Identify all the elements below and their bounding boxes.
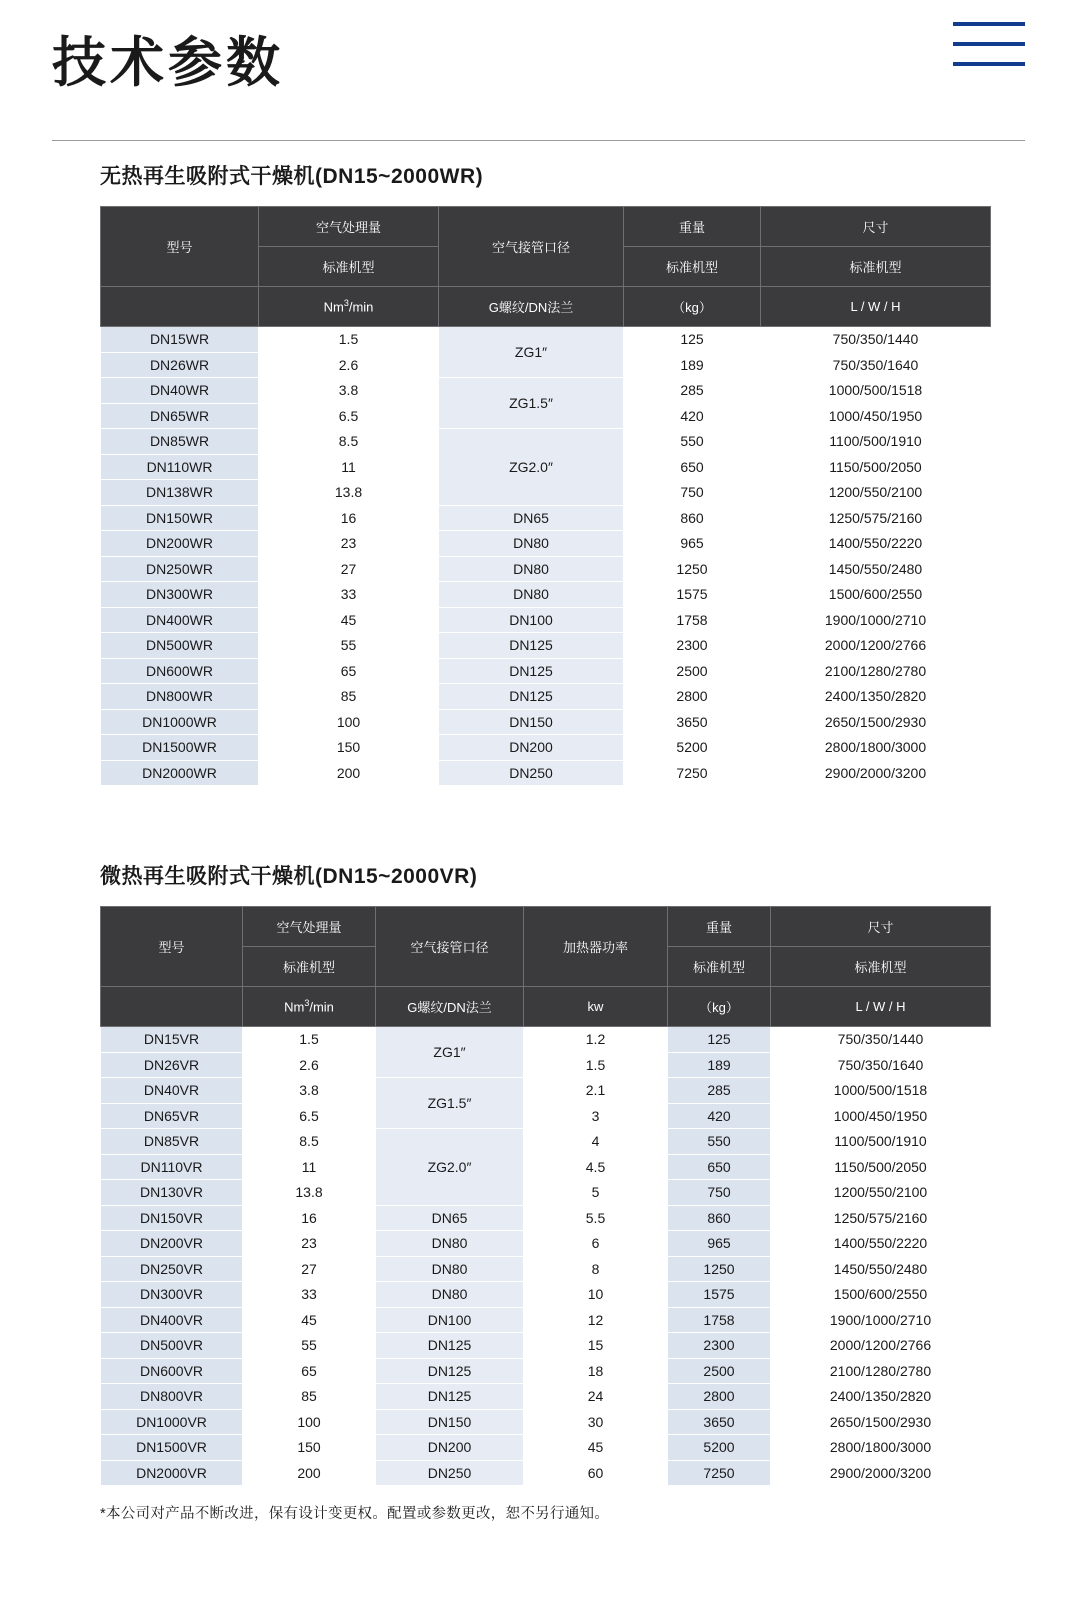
cell-dim: 1200/550/2100: [761, 480, 991, 506]
cell-model: DN250WR: [101, 556, 259, 582]
unit-flow-base: Nm: [284, 999, 305, 1015]
unit-flow-tail: /min: [348, 299, 374, 315]
table-row: [101, 1435, 991, 1461]
cell-weight: 420: [624, 403, 761, 429]
cell-port: DN100: [376, 1307, 524, 1333]
table-row: [101, 1231, 991, 1257]
table-row: [101, 556, 991, 582]
cell-weight: 2800: [624, 684, 761, 710]
cell-port: DN125: [439, 658, 624, 684]
cell-weight: 420: [668, 1103, 771, 1129]
table-row: [101, 327, 991, 353]
cell-flow: 11: [259, 454, 439, 480]
cell-weight: 125: [624, 327, 761, 353]
cell-model: DN1000WR: [101, 709, 259, 735]
cell-dim: 1900/1000/2710: [771, 1307, 991, 1333]
table-row: [101, 531, 991, 557]
cell-weight: 2500: [624, 658, 761, 684]
table-row: [101, 582, 991, 608]
cell-port: DN100: [439, 607, 624, 633]
cell-dim: 2800/1800/3000: [771, 1435, 991, 1461]
header-row-group: [101, 907, 991, 947]
cell-model: DN800WR: [101, 684, 259, 710]
header-unit-flow: [259, 287, 439, 327]
cell-dim: 2400/1350/2820: [761, 684, 991, 710]
cell-port: ZG1″: [439, 327, 624, 378]
cell-weight: 965: [668, 1231, 771, 1257]
cell-port: DN125: [376, 1333, 524, 1359]
cell-model: DN65VR: [101, 1103, 243, 1129]
decor-bar-2: [953, 42, 1025, 46]
header-unit-weight: （kg）: [668, 987, 771, 1027]
cell-dim: 2800/1800/3000: [761, 735, 991, 761]
cell-weight: 5200: [624, 735, 761, 761]
cell-port: DN200: [439, 735, 624, 761]
cell-port: DN80: [376, 1282, 524, 1308]
header-group-port: 空气接管口径: [439, 207, 624, 287]
cell-weight: 2800: [668, 1384, 771, 1410]
cell-flow: 2.6: [259, 352, 439, 378]
table-head-vr: [101, 907, 991, 1027]
header-unit-port: G螺纹/DN法兰: [376, 987, 524, 1027]
cell-model: DN40WR: [101, 378, 259, 404]
cell-weight: 650: [668, 1154, 771, 1180]
cell-flow: 33: [259, 582, 439, 608]
header-group-flow: 空气处理量: [259, 207, 439, 247]
cell-flow: 13.8: [243, 1180, 376, 1206]
cell-dim: 1150/500/2050: [771, 1154, 991, 1180]
cell-heater: 60: [524, 1460, 668, 1486]
cell-flow: 3.8: [243, 1078, 376, 1104]
cell-flow: 65: [243, 1358, 376, 1384]
cell-weight: 3650: [624, 709, 761, 735]
header-sub-flow: 标准机型: [259, 247, 439, 287]
page-header: [0, 0, 1087, 140]
cell-flow: 13.8: [259, 480, 439, 506]
cell-weight: 1250: [624, 556, 761, 582]
cell-dim: 1150/500/2050: [761, 454, 991, 480]
cell-flow: 200: [259, 760, 439, 786]
cell-dim: 1000/450/1950: [761, 403, 991, 429]
header-group-flow: 空气处理量: [243, 907, 376, 947]
cell-heater: 3: [524, 1103, 668, 1129]
cell-flow: 85: [259, 684, 439, 710]
cell-port: DN125: [439, 684, 624, 710]
cell-model: DN130VR: [101, 1180, 243, 1206]
cell-dim: 2650/1500/2930: [761, 709, 991, 735]
header-unit-weight: （kg）: [624, 287, 761, 327]
cell-flow: 85: [243, 1384, 376, 1410]
spec-table-vr: [100, 906, 991, 1486]
cell-model: DN150VR: [101, 1205, 243, 1231]
cell-flow: 1.5: [259, 327, 439, 353]
cell-port: DN65: [376, 1205, 524, 1231]
cell-port: ZG2.0″: [439, 429, 624, 506]
cell-dim: 1000/500/1518: [761, 378, 991, 404]
cell-port: ZG1″: [376, 1027, 524, 1078]
table-row: [101, 505, 991, 531]
cell-model: DN110VR: [101, 1154, 243, 1180]
table-row: [101, 658, 991, 684]
cell-dim: 2100/1280/2780: [771, 1358, 991, 1384]
decor-bar-1: [953, 22, 1025, 26]
cell-model: DN300VR: [101, 1282, 243, 1308]
header-row-units: [101, 987, 991, 1027]
cell-dim: 2400/1350/2820: [771, 1384, 991, 1410]
section-title-vr: 微热再生吸附式干燥机(DN15~2000VR): [100, 865, 478, 888]
table-row: [101, 1460, 991, 1486]
cell-weight: 965: [624, 531, 761, 557]
cell-model: DN200WR: [101, 531, 259, 557]
table-row: [101, 1103, 991, 1129]
cell-heater: 5: [524, 1180, 668, 1206]
cell-model: DN200VR: [101, 1231, 243, 1257]
cell-flow: 23: [243, 1231, 376, 1257]
cell-flow: 6.5: [259, 403, 439, 429]
cell-model: DN1500WR: [101, 735, 259, 761]
cell-port: DN80: [439, 531, 624, 557]
cell-weight: 125: [668, 1027, 771, 1053]
cell-flow: 23: [259, 531, 439, 557]
cell-port: DN250: [439, 760, 624, 786]
cell-weight: 2300: [668, 1333, 771, 1359]
cell-weight: 550: [624, 429, 761, 455]
spec-table-wr: [100, 206, 991, 786]
cell-model: DN65WR: [101, 403, 259, 429]
cell-heater: 6: [524, 1231, 668, 1257]
cell-dim: 1250/575/2160: [771, 1205, 991, 1231]
cell-heater: 18: [524, 1358, 668, 1384]
cell-weight: 1758: [624, 607, 761, 633]
cell-flow: 100: [259, 709, 439, 735]
cell-dim: 1400/550/2220: [771, 1231, 991, 1257]
cell-weight: 2300: [624, 633, 761, 659]
cell-weight: 860: [668, 1205, 771, 1231]
table-row: [101, 684, 991, 710]
cell-dim: 2100/1280/2780: [761, 658, 991, 684]
cell-port: DN250: [376, 1460, 524, 1486]
header-group-port: 空气接管口径: [376, 907, 524, 987]
cell-model: DN15VR: [101, 1027, 243, 1053]
page-title: 技术参数: [52, 33, 284, 93]
header-row-units: [101, 287, 991, 327]
cell-model: DN40VR: [101, 1078, 243, 1104]
table-row: [101, 1180, 991, 1206]
cell-flow: 6.5: [243, 1103, 376, 1129]
cell-flow: 200: [243, 1460, 376, 1486]
cell-weight: 550: [668, 1129, 771, 1155]
cell-dim: 1250/575/2160: [761, 505, 991, 531]
footnote: *本公司对产品不断改进，保有设计变更权。配置或参数更改，恕不另行通知。: [100, 1506, 610, 1522]
header-unit-model: [101, 287, 259, 327]
header-sub-dim: 标准机型: [761, 247, 991, 287]
cell-model: DN800VR: [101, 1384, 243, 1410]
unit-flow-sup: 3: [304, 998, 310, 1009]
header-group-dim: 尺寸: [771, 907, 991, 947]
table-row: [101, 1205, 991, 1231]
cell-heater: 5.5: [524, 1205, 668, 1231]
cell-port: DN125: [439, 633, 624, 659]
table-row: [101, 607, 991, 633]
cell-weight: 285: [624, 378, 761, 404]
cell-dim: 1500/600/2550: [761, 582, 991, 608]
header-divider: [52, 140, 1025, 141]
cell-weight: 5200: [668, 1435, 771, 1461]
cell-heater: 15: [524, 1333, 668, 1359]
cell-model: DN85VR: [101, 1129, 243, 1155]
cell-dim: 2900/2000/3200: [761, 760, 991, 786]
cell-flow: 45: [259, 607, 439, 633]
cell-weight: 189: [668, 1052, 771, 1078]
cell-model: DN2000VR: [101, 1460, 243, 1486]
cell-port: DN80: [439, 582, 624, 608]
cell-port: ZG1.5″: [439, 378, 624, 429]
cell-flow: 16: [259, 505, 439, 531]
table-row: [101, 1409, 991, 1435]
cell-weight: 1758: [668, 1307, 771, 1333]
cell-dim: 1450/550/2480: [771, 1256, 991, 1282]
table-row: [101, 1333, 991, 1359]
table-row: [101, 760, 991, 786]
cell-dim: 2000/1200/2766: [761, 633, 991, 659]
cell-model: DN600WR: [101, 658, 259, 684]
cell-model: DN500WR: [101, 633, 259, 659]
table-row: [101, 633, 991, 659]
cell-flow: 150: [243, 1435, 376, 1461]
cell-model: DN600VR: [101, 1358, 243, 1384]
cell-dim: 750/350/1440: [761, 327, 991, 353]
table-row: [101, 1129, 991, 1155]
header-model: 型号: [101, 907, 243, 987]
table-row: [101, 1256, 991, 1282]
header-unit-heater: kw: [524, 987, 668, 1027]
cell-port: DN150: [439, 709, 624, 735]
cell-heater: 12: [524, 1307, 668, 1333]
cell-dim: 2000/1200/2766: [771, 1333, 991, 1359]
cell-flow: 3.8: [259, 378, 439, 404]
unit-flow-tail: /min: [309, 999, 334, 1015]
section-wr: [100, 160, 990, 786]
cell-flow: 8.5: [259, 429, 439, 455]
cell-dim: 750/350/1440: [771, 1027, 991, 1053]
header-sub-weight: 标准机型: [624, 247, 761, 287]
cell-dim: 2650/1500/2930: [771, 1409, 991, 1435]
cell-dim: 1900/1000/2710: [761, 607, 991, 633]
cell-model: DN2000WR: [101, 760, 259, 786]
cell-weight: 650: [624, 454, 761, 480]
table-row: [101, 735, 991, 761]
cell-port: ZG1.5″: [376, 1078, 524, 1129]
cell-heater: 1.5: [524, 1052, 668, 1078]
cell-weight: 189: [624, 352, 761, 378]
cell-weight: 750: [624, 480, 761, 506]
cell-weight: 1575: [624, 582, 761, 608]
cell-model: DN85WR: [101, 429, 259, 455]
cell-weight: 2500: [668, 1358, 771, 1384]
header-sub-weight: 标准机型: [668, 947, 771, 987]
cell-model: DN300WR: [101, 582, 259, 608]
table-row: [101, 1282, 991, 1308]
header-group-dim: 尺寸: [761, 207, 991, 247]
header-row-group: [101, 207, 991, 247]
cell-port: DN150: [376, 1409, 524, 1435]
cell-flow: 1.5: [243, 1027, 376, 1053]
cell-heater: 45: [524, 1435, 668, 1461]
cell-model: DN500VR: [101, 1333, 243, 1359]
cell-model: DN15WR: [101, 327, 259, 353]
cell-model: DN400VR: [101, 1307, 243, 1333]
cell-dim: 750/350/1640: [761, 352, 991, 378]
cell-dim: 1100/500/1910: [771, 1129, 991, 1155]
cell-dim: 750/350/1640: [771, 1052, 991, 1078]
cell-weight: 7250: [624, 760, 761, 786]
header-unit-dim: L / W / H: [761, 287, 991, 327]
header-sub-dim: 标准机型: [771, 947, 991, 987]
cell-weight: 7250: [668, 1460, 771, 1486]
cell-weight: 1575: [668, 1282, 771, 1308]
table-row: [101, 1154, 991, 1180]
table-row: [101, 378, 991, 404]
cell-model: DN150WR: [101, 505, 259, 531]
cell-dim: 2900/2000/3200: [771, 1460, 991, 1486]
cell-weight: 860: [624, 505, 761, 531]
cell-port: DN80: [376, 1256, 524, 1282]
cell-heater: 10: [524, 1282, 668, 1308]
header-group-weight: 重量: [668, 907, 771, 947]
table-row: [101, 1027, 991, 1053]
cell-flow: 8.5: [243, 1129, 376, 1155]
cell-heater: 4.5: [524, 1154, 668, 1180]
cell-flow: 2.6: [243, 1052, 376, 1078]
cell-flow: 65: [259, 658, 439, 684]
cell-port: DN125: [376, 1384, 524, 1410]
cell-heater: 4: [524, 1129, 668, 1155]
cell-model: DN1500VR: [101, 1435, 243, 1461]
cell-flow: 16: [243, 1205, 376, 1231]
cell-dim: 1400/550/2220: [761, 531, 991, 557]
cell-model: DN400WR: [101, 607, 259, 633]
table-row: [101, 429, 991, 455]
cell-port: DN65: [439, 505, 624, 531]
header-unit-model: [101, 987, 243, 1027]
cell-model: DN138WR: [101, 480, 259, 506]
cell-weight: 1250: [668, 1256, 771, 1282]
cell-flow: 55: [259, 633, 439, 659]
cell-heater: 8: [524, 1256, 668, 1282]
section-vr: [100, 860, 990, 1486]
cell-dim: 1000/450/1950: [771, 1103, 991, 1129]
unit-flow-sup: 3: [343, 298, 349, 309]
table-row: [101, 1052, 991, 1078]
cell-weight: 750: [668, 1180, 771, 1206]
cell-heater: 30: [524, 1409, 668, 1435]
table-row: [101, 1358, 991, 1384]
cell-model: DN26VR: [101, 1052, 243, 1078]
header-unit-port: G螺纹/DN法兰: [439, 287, 624, 327]
cell-port: DN125: [376, 1358, 524, 1384]
cell-port: DN80: [376, 1231, 524, 1257]
decor-bar-3: [953, 62, 1025, 66]
cell-flow: 100: [243, 1409, 376, 1435]
cell-flow: 27: [243, 1256, 376, 1282]
cell-heater: 2.1: [524, 1078, 668, 1104]
table-row: [101, 1307, 991, 1333]
cell-flow: 55: [243, 1333, 376, 1359]
header-group-weight: 重量: [624, 207, 761, 247]
cell-port: DN200: [376, 1435, 524, 1461]
unit-flow-base: Nm: [323, 299, 344, 315]
cell-dim: 1200/550/2100: [771, 1180, 991, 1206]
cell-dim: 1100/500/1910: [761, 429, 991, 455]
cell-flow: 27: [259, 556, 439, 582]
cell-heater: 1.2: [524, 1027, 668, 1053]
cell-dim: 1450/550/2480: [761, 556, 991, 582]
table-body-wr: [101, 327, 991, 786]
cell-model: DN1000VR: [101, 1409, 243, 1435]
table-row: [101, 1078, 991, 1104]
cell-model: DN110WR: [101, 454, 259, 480]
cell-dim: 1000/500/1518: [771, 1078, 991, 1104]
cell-model: DN26WR: [101, 352, 259, 378]
header-unit-dim: L / W / H: [771, 987, 991, 1027]
table-body-vr: [101, 1027, 991, 1486]
cell-flow: 11: [243, 1154, 376, 1180]
cell-weight: 3650: [668, 1409, 771, 1435]
cell-port: ZG2.0″: [376, 1129, 524, 1206]
section-title-wr: 无热再生吸附式干燥机(DN15~2000WR): [100, 165, 484, 188]
cell-flow: 45: [243, 1307, 376, 1333]
cell-model: DN250VR: [101, 1256, 243, 1282]
table-row: [101, 709, 991, 735]
header-group-heater: 加热器功率: [524, 907, 668, 987]
table-row: [101, 1384, 991, 1410]
table-head-wr: [101, 207, 991, 327]
header-model: 型号: [101, 207, 259, 287]
cell-flow: 33: [243, 1282, 376, 1308]
header-unit-flow: [243, 987, 376, 1027]
cell-port: DN80: [439, 556, 624, 582]
cell-dim: 1500/600/2550: [771, 1282, 991, 1308]
cell-weight: 285: [668, 1078, 771, 1104]
header-decoration-bars: [953, 22, 1025, 82]
cell-flow: 150: [259, 735, 439, 761]
cell-heater: 24: [524, 1384, 668, 1410]
header-sub-flow: 标准机型: [243, 947, 376, 987]
